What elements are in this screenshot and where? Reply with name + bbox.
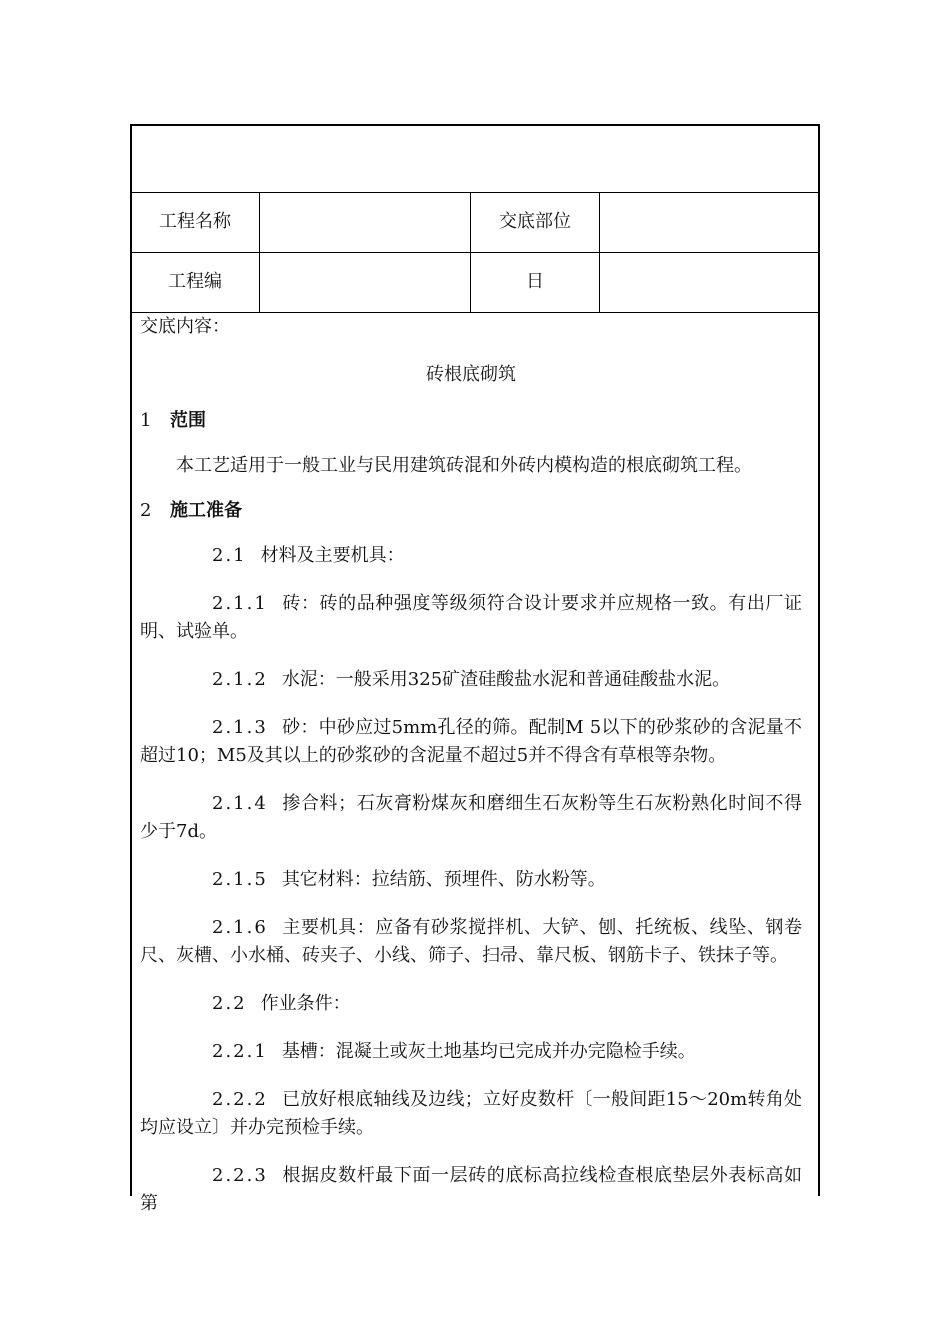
disclosure-part-label: 交底部位 <box>499 211 571 232</box>
project-code-label: 工程编 <box>168 271 222 292</box>
body-paragraph <box>140 790 802 846</box>
section-text: 根据皮数杆最下面一层砖的底标高拉线检查根底垫层外表标高如第 <box>140 1165 802 1214</box>
date-label: 日 <box>526 271 544 292</box>
form-grid-line <box>470 192 471 312</box>
section-text: 已放好根底轴线及边线；立好皮数杆〔一般间距15～20m转角处均应设立〕并办完预检手续。 <box>140 1089 802 1138</box>
document-title: 砖根底砌筑 <box>426 364 516 385</box>
section-number: 2.1.3 <box>212 717 268 738</box>
content-label: 交底内容： <box>140 316 230 337</box>
section-text: 水泥：一般采用325矿渣硅酸盐水泥和普通硅酸盐水泥。 <box>281 669 731 690</box>
section-number: 2.2.3 <box>212 1165 268 1186</box>
form-grid-line <box>130 312 820 313</box>
section-text: 其它材料：拉结筋、预埋件、防水粉等。 <box>281 869 606 890</box>
body-paragraph <box>140 866 802 894</box>
section-text: 基槽：混凝土或灰土地基均已完成并办完隐检手续。 <box>281 1041 696 1062</box>
body-paragraph <box>140 914 802 970</box>
project-code-field[interactable] <box>261 262 469 302</box>
section-text: 施工准备 <box>170 500 242 521</box>
section-number: 2.1.2 <box>212 669 268 690</box>
section-number: 2.1.4 <box>212 793 268 814</box>
body-paragraph <box>140 714 802 770</box>
project-name-field[interactable] <box>261 202 469 242</box>
form-grid-line <box>130 252 820 253</box>
section-text: 砖：砖的品种强度等级须符合设计要求并应规格一致。有出厂证明、试验单。 <box>140 593 802 642</box>
project-name-label: 工程名称 <box>159 211 231 232</box>
section-heading <box>140 410 802 432</box>
section-number: 2.1 <box>212 545 247 566</box>
section-text: 范围 <box>170 410 206 431</box>
document-body <box>140 410 802 1238</box>
section-number: 2.1.1 <box>212 593 268 614</box>
body-paragraph <box>140 1086 802 1142</box>
form-grid-line <box>259 192 260 312</box>
body-paragraph <box>140 1038 802 1066</box>
section-number: 2.2 <box>212 993 247 1014</box>
body-paragraph <box>140 990 802 1018</box>
body-paragraph <box>140 542 802 570</box>
section-text: 本工艺适用于一般工业与民用建筑砖混和外砖内模构造的根底砌筑工程。 <box>176 455 752 476</box>
section-number: 2.1.5 <box>212 869 268 890</box>
section-number: 2.1.6 <box>212 917 268 938</box>
section-text: 掺合料；石灰膏粉煤灰和磨细生石灰粉等生石灰粉熟化时间不得少于7d。 <box>140 793 802 842</box>
body-paragraph <box>140 590 802 646</box>
form-grid-line <box>130 192 820 193</box>
date-field[interactable] <box>601 262 817 302</box>
section-text: 作业条件： <box>260 993 351 1014</box>
section-heading <box>140 500 802 522</box>
body-paragraph <box>140 1162 802 1218</box>
body-paragraph <box>140 666 802 694</box>
section-number: 1 <box>140 410 152 431</box>
section-text: 材料及主要机具： <box>260 545 405 566</box>
section-number: 2.2.1 <box>212 1041 268 1062</box>
section-text: 主要机具：应备有砂浆搅拌机、大铲、刨、托统板、线坠、钢卷尺、灰槽、小水桶、砖夹子、小线、筛子、扫帚、靠尺板、钢筋卡子、铁抹子等。 <box>140 917 802 966</box>
section-number: 2 <box>140 500 152 521</box>
body-paragraph <box>140 452 802 480</box>
form-grid-line <box>599 192 600 312</box>
section-number: 2.2.2 <box>212 1089 268 1110</box>
disclosure-part-field[interactable] <box>601 202 817 242</box>
section-text: 砂：中砂应过5mm孔径的筛。配制M 5以下的砂浆砂的含泥量不超过10；M5及其以上的砂浆砂的含泥量不超过5并不得含有草根等杂物。 <box>140 717 802 766</box>
